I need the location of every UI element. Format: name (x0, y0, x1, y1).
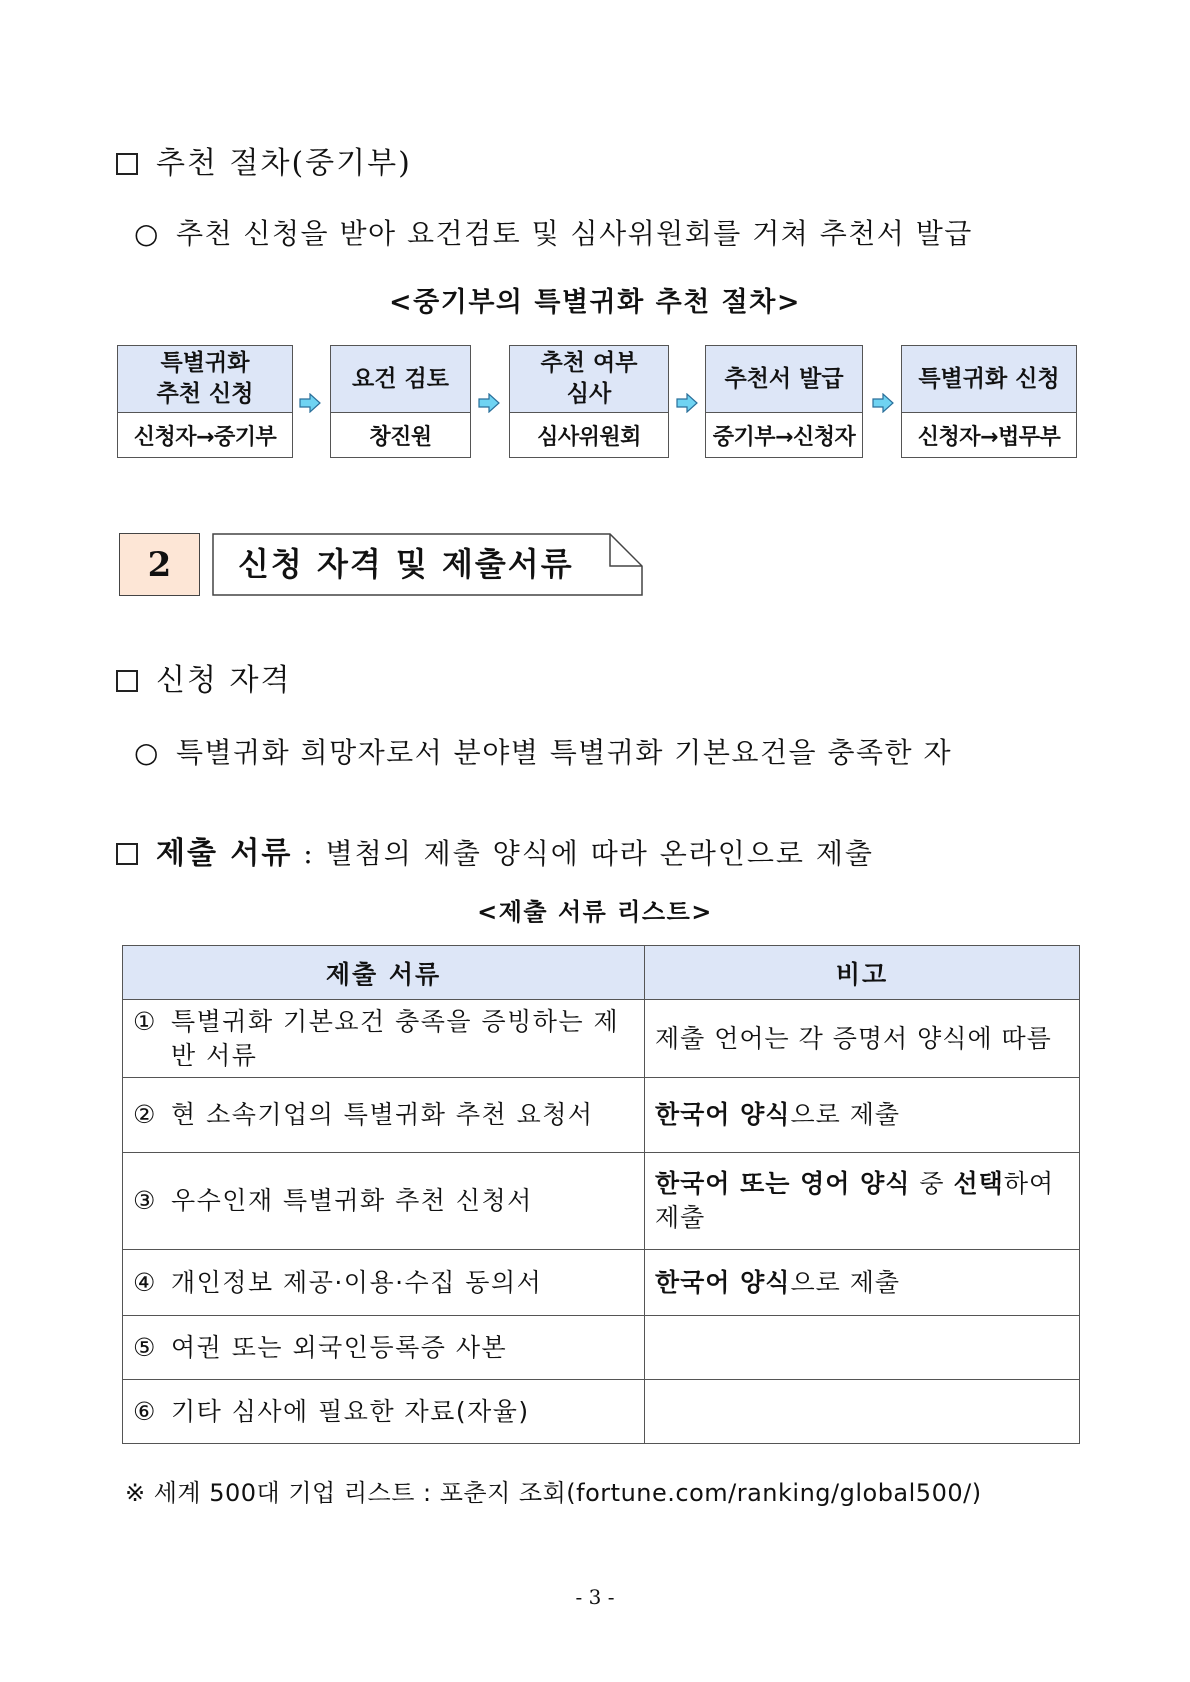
remark-cell (645, 1153, 1080, 1250)
remark-text: 하여 제출 (655, 1169, 1055, 1232)
table-row (123, 1250, 1080, 1316)
procedure-heading (116, 138, 412, 182)
document-item-cell (123, 1078, 645, 1153)
flow-step-actor: 신청자→중기부 (133, 425, 277, 450)
item-number: ④ (133, 1267, 156, 1297)
flow-arrow-icon (478, 393, 500, 413)
procedure-heading-text: 추천 절차(중기부) (156, 146, 412, 181)
table-row (123, 1380, 1080, 1444)
checkbox-square-icon (116, 153, 138, 175)
flow-step-title: 추천서 발급 (706, 346, 862, 413)
flow-arrow-icon (299, 393, 321, 413)
remark-bold-text: 한국어 양식 (655, 1267, 791, 1297)
remark-cell (645, 1078, 1080, 1153)
documents-caption: <제출 서류 리스트> (477, 898, 713, 926)
flow-arrow-icon (872, 393, 894, 413)
remark-bold-text: 한국어 양식 (655, 1100, 791, 1129)
document-item-cell (123, 1153, 645, 1250)
item-number: ② (133, 1100, 156, 1129)
footnote: ※ 세계 500대 기업 리스트 : 포춘지 조회(fortune.com/ranking/global500/) (125, 1479, 982, 1507)
remark-bold-text: 선택 (953, 1169, 1004, 1198)
remark-cell (645, 1250, 1080, 1316)
documents-heading-bold: 제출 서류 (156, 836, 293, 871)
flow-step-title: 특별귀화 추천 신청 (118, 346, 292, 413)
remark-text: 제출 언어는 각 증명서 양식에 따름 (655, 1023, 1052, 1053)
flow-step (509, 345, 669, 458)
flow-step-title: 추천 여부 심사 (510, 346, 668, 413)
procedure-bullet-text: 추천 신청을 받아 요건검토 및 심사위원회를 거쳐 추천서 발급 (175, 217, 973, 250)
item-number: ⑥ (133, 1396, 156, 1426)
flow-step-actor: 심사위원회 (537, 425, 641, 450)
eligibility-heading (116, 655, 291, 699)
item-number: ③ (133, 1186, 156, 1215)
flow-arrow-icon (676, 393, 698, 413)
remark-text: 중 (910, 1169, 954, 1198)
remark-cell (645, 1380, 1080, 1444)
circle-bullet-icon: ○ (134, 736, 160, 769)
documents-table (122, 945, 1080, 1444)
item-number: ⑤ (133, 1332, 156, 1362)
table-row (123, 1316, 1080, 1380)
checkbox-square-icon (116, 843, 138, 865)
circle-bullet-icon: ○ (134, 217, 160, 250)
item-text: 특별귀화 기본요건 충족을 증빙하는 제반 서류 (171, 1006, 620, 1070)
table-header-row (123, 946, 1080, 1000)
flow-step (901, 345, 1077, 458)
flow-step (330, 345, 471, 458)
flow-step-actor: 신청자→법무부 (917, 425, 1061, 450)
flow-step (117, 345, 293, 458)
document-item-cell (123, 1380, 645, 1444)
item-number: ① (133, 1006, 156, 1036)
remark-text: 으로 제출 (790, 1100, 901, 1129)
col-header-remarks: 비고 (645, 946, 1080, 1000)
item-text: 기타 심사에 필요한 자료(자율) (171, 1396, 530, 1426)
remark-bold-text: 한국어 또는 영어 양식 (655, 1169, 911, 1198)
remark-cell (645, 1000, 1080, 1078)
section-number: 2 (119, 533, 200, 596)
flow-step (705, 345, 863, 458)
page-number: - 3 - (575, 1585, 615, 1609)
documents-heading (116, 828, 874, 872)
table-row (123, 1078, 1080, 1153)
flow-step-actor: 창진원 (369, 425, 432, 450)
section-title: 신청 자격 및 제출서류 (238, 545, 574, 583)
item-text: 개인정보 제공·이용·수집 동의서 (171, 1267, 543, 1297)
flow-step-actor: 중기부→신청자 (712, 425, 856, 450)
item-text: 우수인재 특별귀화 추천 신청서 (171, 1186, 533, 1215)
eligibility-bullet-text: 특별귀화 희망자로서 분야별 특별귀화 기본요건을 충족한 자 (175, 736, 953, 769)
flow-step-title: 요건 검토 (331, 346, 470, 413)
document-item-cell (123, 1250, 645, 1316)
remark-cell (645, 1316, 1080, 1380)
checkbox-square-icon (116, 670, 138, 692)
documents-heading-rest: : 별첨의 제출 양식에 따라 온라인으로 제출 (292, 837, 874, 870)
table-row (123, 1000, 1080, 1078)
eligibility-heading-text: 신청 자격 (156, 663, 292, 698)
document-item-cell (123, 1316, 645, 1380)
item-text: 현 소속기업의 특별귀화 추천 요청서 (171, 1100, 594, 1129)
eligibility-bullet (134, 731, 952, 771)
procedure-caption: <중기부의 특별귀화 추천 절차> (389, 287, 801, 318)
document-item-cell (123, 1000, 645, 1078)
col-header-documents: 제출 서류 (123, 946, 645, 1000)
flow-step-title: 특별귀화 신청 (902, 346, 1076, 413)
procedure-bullet (134, 212, 973, 252)
remark-text: 으로 제출 (790, 1267, 901, 1297)
item-text: 여권 또는 외국인등록증 사본 (171, 1332, 508, 1362)
table-row (123, 1153, 1080, 1250)
section-title-box (212, 533, 644, 596)
